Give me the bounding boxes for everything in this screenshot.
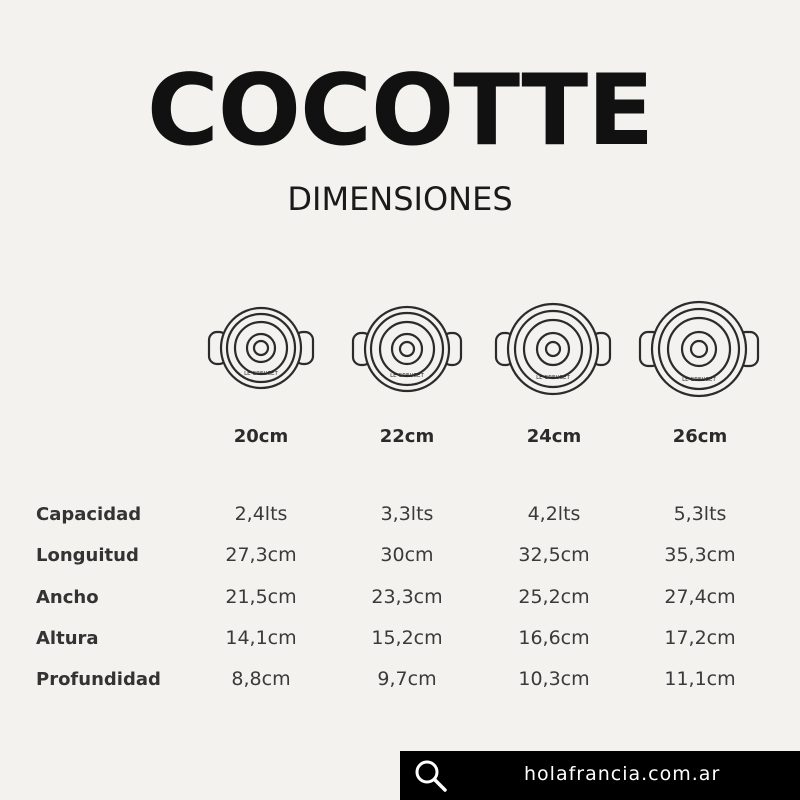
cell: 2,4lts <box>234 503 288 525</box>
cell: 25,2cm <box>518 586 590 608</box>
pot-brand-text: LE CREUSET <box>244 371 278 377</box>
cell: 32,5cm <box>518 544 590 566</box>
cell: 10,3cm <box>518 668 590 690</box>
cell: 30cm <box>380 544 434 566</box>
cocotte-24cm-icon <box>494 290 612 408</box>
footer-bar <box>400 751 800 800</box>
cocotte-20cm-icon <box>205 292 317 404</box>
row-label-altura: Altura <box>36 628 99 649</box>
size-label-22: 22cm <box>379 426 435 447</box>
search-icon[interactable] <box>414 759 448 793</box>
cocotte-22cm-icon <box>350 292 464 406</box>
website-link[interactable]: holafrancia.com.ar <box>524 763 721 785</box>
cell: 23,3cm <box>371 586 443 608</box>
page-subtitle: DIMENSIONES <box>287 180 513 218</box>
row-label-profundidad: Profundidad <box>36 669 161 690</box>
page-title: COCOTTE <box>146 54 654 168</box>
cocotte-26cm-icon <box>638 288 760 410</box>
pot-brand-text: LE CREUSET <box>536 375 570 381</box>
size-label-20: 20cm <box>233 426 289 447</box>
cell: 16,6cm <box>518 627 590 649</box>
row-label-capacidad: Capacidad <box>36 504 142 525</box>
cell: 27,4cm <box>664 586 736 608</box>
size-label-24: 24cm <box>526 426 582 447</box>
cell: 15,2cm <box>371 627 443 649</box>
row-label-longuitud: Longuitud <box>36 545 139 566</box>
size-label-26: 26cm <box>672 426 728 447</box>
cell: 35,3cm <box>664 544 736 566</box>
cell: 27,3cm <box>225 544 297 566</box>
cell: 21,5cm <box>225 586 297 608</box>
pot-brand-text: LE CREUSET <box>390 373 424 379</box>
pot-brand-text: LE CREUSET <box>682 377 716 383</box>
row-label-ancho: Ancho <box>36 587 99 608</box>
cell: 17,2cm <box>664 627 736 649</box>
cell: 9,7cm <box>377 668 437 690</box>
cell: 3,3lts <box>380 503 434 525</box>
cell: 4,2lts <box>527 503 581 525</box>
cell: 8,8cm <box>231 668 291 690</box>
cell: 14,1cm <box>225 627 297 649</box>
cell: 5,3lts <box>673 503 727 525</box>
cell: 11,1cm <box>664 668 736 690</box>
